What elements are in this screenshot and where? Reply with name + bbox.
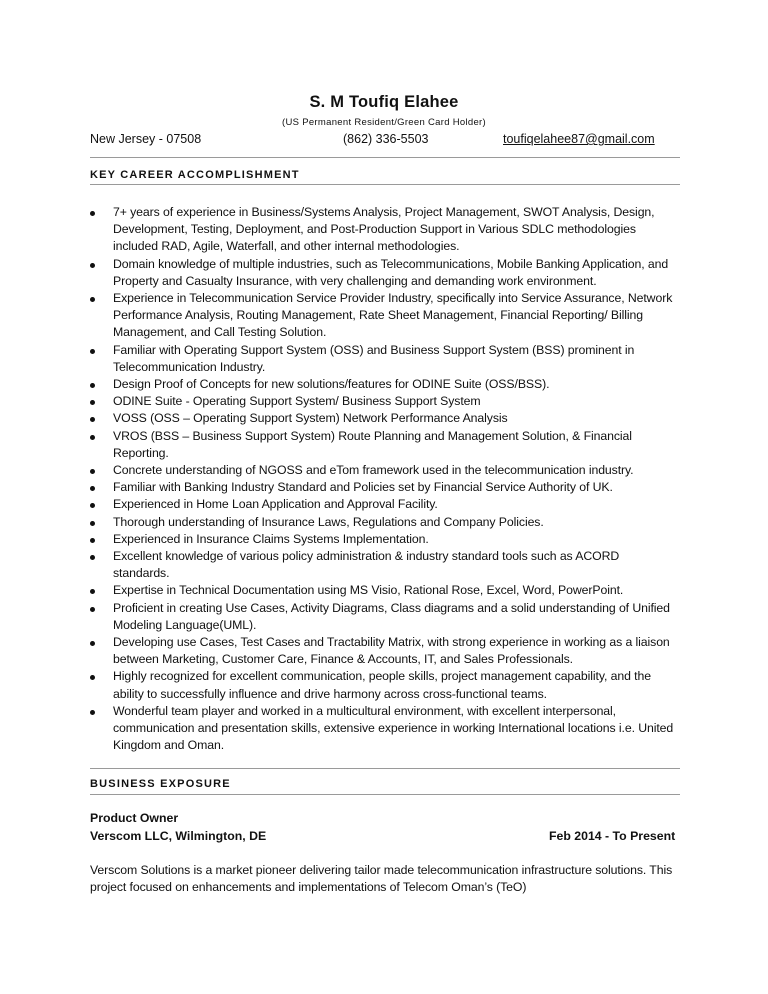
candidate-name: S. M Toufiq Elahee (309, 93, 459, 111)
list-item-text: Excellent knowledge of various policy administration & industry standard tools such as ACORD standards. (113, 549, 620, 581)
list-item-text: Experienced in Home Loan Application and Approval Facility. (113, 497, 438, 512)
bullet-icon (90, 469, 95, 474)
list-item (90, 393, 678, 410)
list-item-text: Developing use Cases, Test Cases and Tractability Matrix, with strong experience in working as a liaison between Marketing, Customer Care, Finance & Accounts, IT, and Sales Professionals. (113, 635, 670, 667)
list-item-text: Familiar with Banking Industry Standard and Policies set by Financial Service Authority of UK. (113, 480, 613, 495)
list-item-text: Expertise in Technical Documentation using MS Visio, Rational Rose, Excel, Word, PowerPoint. (113, 583, 624, 598)
list-item (90, 703, 678, 755)
company-name: Verscom LLC, Wilmington, DE (90, 829, 267, 843)
bullet-icon (90, 589, 95, 594)
list-item-text: 7+ years of experience in Business/Systems Analysis, Project Management, SWOT Analysis, Design, Development, Testing, Deployment, and Post-Production Support in Various SDLC methodologies included RAD, Agile, Waterfall, and other internal methodologies. (113, 205, 655, 254)
list-item (90, 600, 678, 634)
employment-dates: Feb 2014 - To Present (549, 829, 676, 843)
bullet-icon (90, 503, 95, 508)
location: New Jersey - 07508 (90, 132, 202, 146)
list-item-text: Experience in Telecommunication Service Provider Industry, specifically into Service Assurance, Network Performance Analysis, Routing Management, Rate Sheet Management, Financial Reporting/ Billing Management, and Call Testing Solution. (113, 291, 673, 340)
list-item-text: Concrete understanding of NGOSS and eTom framework used in the telecommunication industry. (113, 463, 634, 478)
list-item (90, 256, 678, 290)
list-item-text: Design Proof of Concepts for new solutions/features for ODINE Suite (OSS/BSS). (113, 377, 550, 392)
list-item (90, 428, 678, 462)
list-item (90, 668, 678, 702)
list-item (90, 548, 678, 582)
job-description: Verscom Solutions is a market pioneer delivering tailor made telecommunication infrastructure solutions. This project focused on enhancements and implementations of Telecom Oman’s (TeO) (90, 863, 673, 895)
bullet-icon (90, 383, 95, 388)
list-item (90, 496, 678, 513)
residency-status: (US Permanent Resident/Green Card Holder) (282, 117, 486, 128)
bullet-icon (90, 417, 95, 422)
list-item (90, 204, 678, 256)
list-item-text: Familiar with Operating Support System (OSS) and Business Support System (BSS) prominent in Telecommunication Industry. (113, 342, 635, 374)
divider-business (90, 768, 680, 769)
list-item (90, 531, 678, 548)
bullet-icon (90, 521, 95, 526)
list-item (90, 376, 678, 393)
list-item-text: VOSS (OSS – Operating Support System) Network Performance Analysis (113, 411, 508, 426)
list-item (90, 514, 678, 531)
bullet-icon (90, 263, 95, 268)
section-heading-business: BUSINESS EXPOSURE (90, 778, 231, 790)
email-link[interactable]: toufiqelahee87@gmail.com (503, 132, 655, 146)
bullet-icon (90, 297, 95, 302)
list-item (90, 410, 678, 427)
list-item (90, 479, 678, 496)
list-item-text: Wonderful team player and worked in a multicultural environment, with excellent interpersonal, communication and presentation skills, extensive experience in working International locations i.e. United Kingdom and Oman. (113, 703, 674, 753)
phone-number: (862) 336-5503 (343, 132, 429, 146)
bullet-icon (90, 675, 95, 680)
list-item-text: Domain knowledge of multiple industries, such as Telecommunications, Mobile Banking Application, and Property and Casualty Insurance, with very challenging and demanding work environment. (113, 256, 669, 288)
bullet-icon (90, 555, 95, 560)
job-title: Product Owner (90, 811, 179, 825)
list-item-text: VROS (BSS – Business Support System) Route Planning and Management Solution, & Financial Reporting. (113, 428, 632, 460)
bullet-icon (90, 486, 95, 491)
bullet-icon (90, 400, 95, 405)
section-heading-career: KEY CAREER ACCOMPLISHMENT (90, 169, 300, 181)
bullet-icon (90, 211, 95, 216)
list-item (90, 462, 678, 479)
bullet-icon (90, 641, 95, 646)
divider-top (90, 157, 680, 158)
bullet-icon (90, 435, 95, 440)
list-item-text: Proficient in creating Use Cases, Activity Diagrams, Class diagrams and a solid understanding of Unified Modeling Language(UML). (113, 600, 670, 632)
accomplishment-list (90, 204, 678, 755)
list-item (90, 290, 678, 342)
divider-business-bottom (90, 794, 680, 795)
list-item (90, 582, 678, 599)
bullet-icon (90, 349, 95, 354)
bullet-icon (90, 710, 95, 715)
list-item-text: ODINE Suite - Operating Support System/ Business Support System (113, 394, 481, 409)
bullet-icon (90, 538, 95, 543)
list-item-text: Thorough understanding of Insurance Laws, Regulations and Company Policies. (113, 514, 544, 529)
list-item (90, 342, 678, 376)
list-item-text: Experienced in Insurance Claims Systems Implementation. (113, 531, 429, 546)
divider-career (90, 184, 680, 185)
list-item (90, 634, 678, 668)
bullet-icon (90, 607, 95, 612)
list-item-text: Highly recognized for excellent communication, people skills, project management capability, and the ability to successfully influence and drive harmony across cross-functional teams. (113, 669, 651, 701)
